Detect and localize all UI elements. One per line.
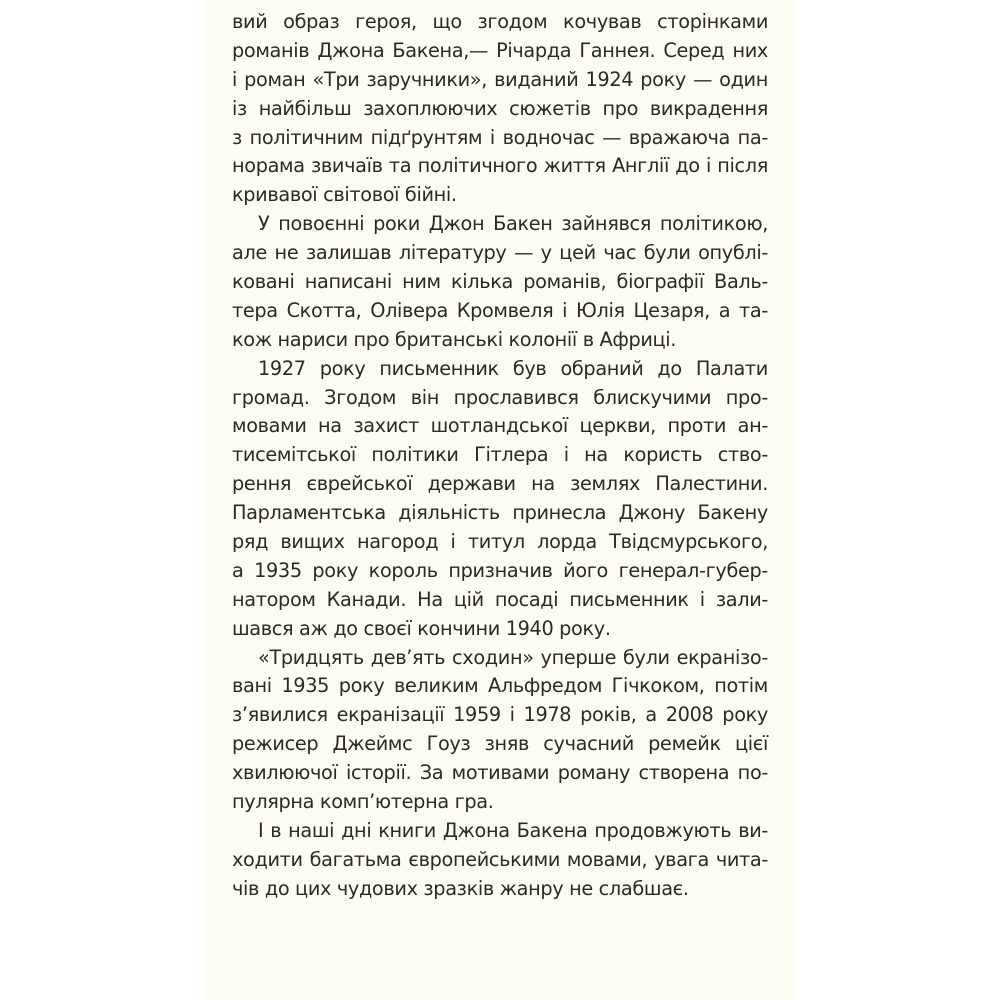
text-line: вий образ героя, що згодом кочував сторінками	[232, 10, 768, 33]
text-line: ходити багатьма європейськими мовами, увага чита-	[232, 847, 768, 871]
text-line: хвилюючої історії. За мотивами роману створена по-	[232, 761, 768, 785]
book-page	[205, 0, 795, 1000]
text-line: Парламентська діяльність принесла Джону Бакену	[232, 501, 768, 525]
text-line: натором Канади. На цій посаді письменник і зали-	[232, 587, 768, 611]
paragraph	[232, 644, 768, 817]
text-line: норама звичаїв та політичного життя Англії до і після	[232, 154, 768, 178]
paragraph	[232, 8, 768, 210]
page-text	[232, 8, 768, 904]
paragraph	[232, 817, 768, 904]
text-line: громад. Згодом він прославився блискучими про-	[232, 385, 768, 409]
text-line: 1927 року письменник був обраний до Палати	[258, 356, 768, 380]
text-line: а 1935 року король призначив його генерал-губер-	[232, 558, 768, 582]
text-line: тера Скотта, Олівера Кромвеля і Юлія Цезаря, а та-	[232, 298, 768, 322]
text-line: і роман «Три заручники», виданий 1924 року — один	[232, 67, 768, 91]
text-line: але не залишав літературу — у цей час були опублі-	[232, 241, 768, 265]
text-line: кож нариси про британські колонії в Африці.	[232, 327, 677, 351]
text-line: чів до цих чудових зразків жанру не слабшає.	[232, 876, 689, 900]
text-line: режисер Джеймс Гоуз зняв сучасний ремейк цієї	[232, 732, 768, 756]
text-line: пулярна комп’ютерна гра.	[232, 790, 494, 814]
text-line: з’явилися екранізації 1959 і 1978 років, а 2008 року	[232, 703, 768, 727]
text-line: ковані написані ним кілька романів, біографії Валь-	[232, 270, 768, 294]
text-line: У повоєнні роки Джон Бакен зайнявся політикою,	[258, 212, 768, 236]
text-line: рення єврейської держави на землях Палестини.	[232, 472, 768, 496]
paragraph	[232, 210, 768, 354]
text-line: ряд вищих нагород і титул лорда Твідсмурського,	[232, 530, 768, 554]
text-line: з політичним підґрунтям і водночас — вражаюча па-	[232, 125, 768, 149]
text-line: тисемітської політики Гітлера і на користь ство-	[232, 443, 768, 467]
text-line: романів Джона Бакена,— Річарда Ганнея. Серед них	[232, 38, 768, 62]
paragraph	[232, 355, 768, 644]
text-line: вані 1935 року великим Альфредом Гічкоком, потім	[232, 674, 768, 698]
text-line: І в наші дні книги Джона Бакена продовжують ви-	[258, 818, 768, 842]
text-line: «Тридцять дев’ять сходин» уперше були екранізо-	[258, 645, 768, 669]
text-line: шався аж до своєї кончини 1940 року.	[232, 616, 611, 640]
text-line: із найбільш захоплюючих сюжетів про викрадення	[232, 96, 768, 120]
text-line: кривавої світової бійні.	[232, 183, 457, 207]
text-line: мовами на захист шотландської церкви, проти ан-	[232, 414, 768, 438]
